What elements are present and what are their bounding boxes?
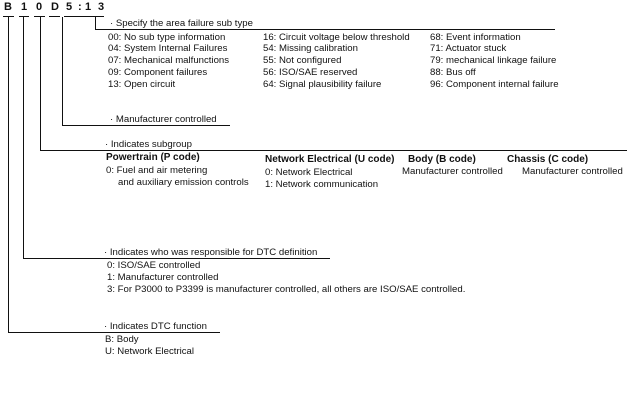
code-char-d: D <box>51 1 59 13</box>
connector-subgroup-vertical <box>40 17 41 150</box>
area-failure-item: 16: Circuit voltage below threshold <box>263 32 410 43</box>
code-char-1b: 1 <box>85 1 92 13</box>
underline-d <box>49 16 60 17</box>
responsible-title: · Indicates who was responsible for DTC definition <box>104 247 318 258</box>
code-char-5: 5 <box>66 1 73 13</box>
chassis-header: Chassis (C code) <box>507 154 589 165</box>
area-failure-item: 00: No sub type information <box>108 32 226 43</box>
powertrain-header: Powertrain (P code) <box>106 152 200 163</box>
manufacturer-title: · Manufacturer controlled <box>110 114 217 125</box>
area-failure-item: 96: Component internal failure <box>430 79 559 90</box>
code-char-0: 0 <box>36 1 43 13</box>
connector-dtc-function-vertical <box>8 17 9 332</box>
code-char-b: B <box>4 1 12 13</box>
network-header: Network Electrical (U code) <box>265 154 395 165</box>
area-failure-item: 09: Component failures <box>108 67 208 78</box>
responsible-line: 0: ISO/SAE controlled <box>107 260 201 271</box>
area-failure-item: 88: Bus off <box>430 67 476 78</box>
subgroup-title: · Indicates subgroup <box>105 139 192 150</box>
responsible-line: 3: For P3000 to P3399 is manufacturer controlled, all others are ISO/SAE controlled. <box>107 284 466 295</box>
responsible-line: 1: Manufacturer controlled <box>107 272 219 283</box>
body-header: Body (B code) <box>408 154 476 165</box>
area-failure-item: 07: Mechanical malfunctions <box>108 55 230 66</box>
chassis-line: Manufacturer controlled <box>522 166 623 177</box>
dtc-function-line: U: Network Electrical <box>105 346 195 357</box>
connector-responsible-vertical <box>23 17 24 258</box>
powertrain-line: 0: Fuel and air metering <box>106 165 208 176</box>
area-failure-item: 55: Not configured <box>263 55 342 66</box>
body-line: Manufacturer controlled <box>402 166 503 177</box>
area-failure-item: 79: mechanical linkage failure <box>430 55 557 66</box>
area-failure-item: 68: Event information <box>430 32 521 43</box>
area-failure-item: 54: Missing calibration <box>263 43 358 54</box>
area-failure-title: · Specify the area failure sub type <box>110 18 253 29</box>
area-failure-item: 64: Signal plausibility failure <box>263 79 382 90</box>
underline-1 <box>19 16 29 17</box>
code-char-1: 1 <box>21 1 28 13</box>
connector-area-failure-vertical <box>95 17 96 29</box>
dtc-function-line: B: Body <box>105 334 139 345</box>
dtc-function-title: · Indicates DTC function <box>104 321 207 332</box>
underline-3 <box>96 16 104 17</box>
area-failure-item: 56: ISO/SAE reserved <box>263 67 358 78</box>
area-failure-item: 04: System Internal Failures <box>108 43 228 54</box>
network-line: 1: Network communication <box>265 179 379 190</box>
connector-manufacturer-vertical <box>62 17 63 125</box>
powertrain-line: and auxiliary emission controls <box>118 177 249 188</box>
area-failure-item: 71: Actuator stuck <box>430 43 507 54</box>
network-line: 0: Network Electrical <box>265 167 353 178</box>
area-failure-item: 13: Open circuit <box>108 79 176 90</box>
code-char-colon: : <box>78 1 82 13</box>
code-char-3: 3 <box>98 1 105 13</box>
